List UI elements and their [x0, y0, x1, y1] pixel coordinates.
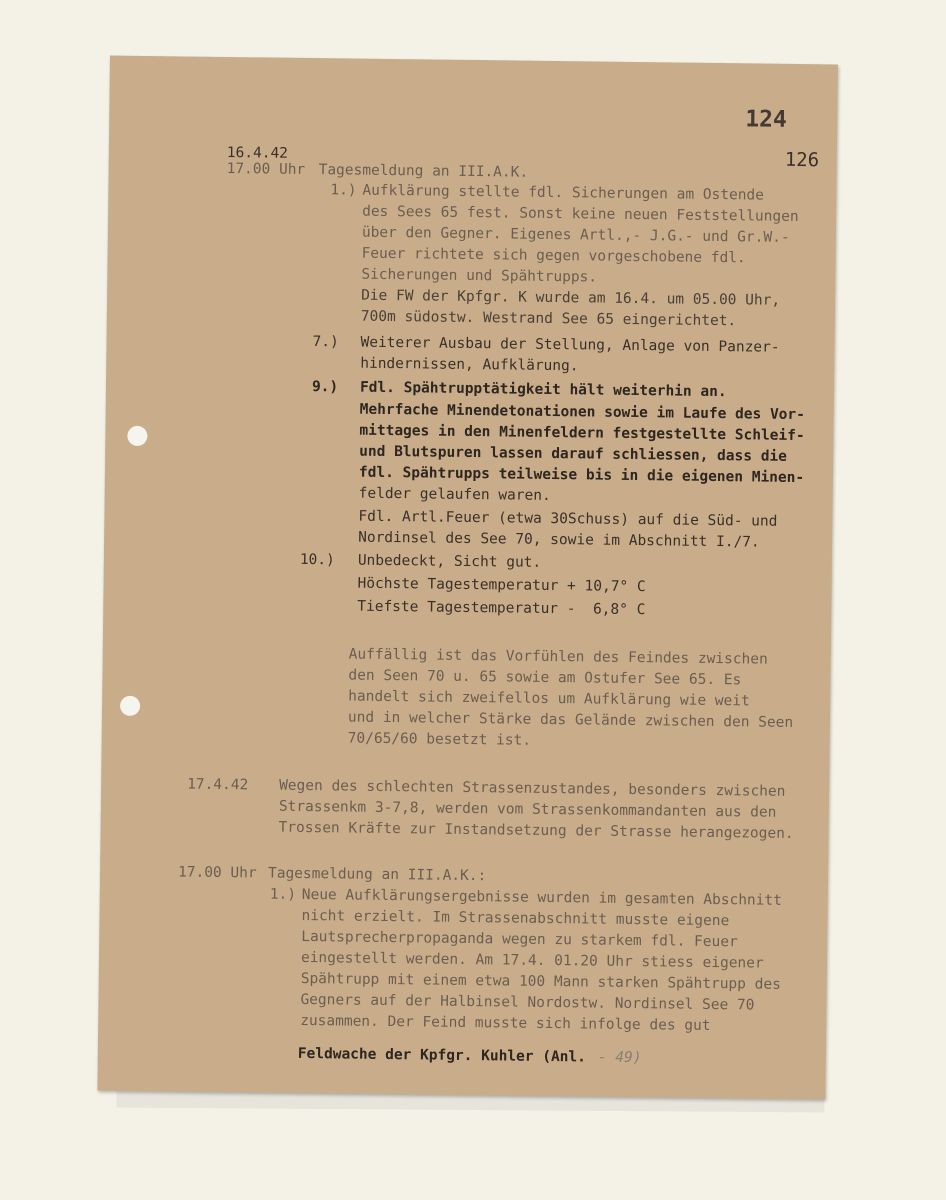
punch-hole-bottom [120, 696, 140, 716]
entry3-line: Lautsprecherpropaganda wegen zu starkem fdl. Feuer [301, 928, 738, 951]
entry3-line: eingestellt werden. Am 17.4. 01.20 Uhr stiess eigener [300, 949, 764, 972]
entry1-point10-number: 10.) [299, 551, 335, 569]
document-page [97, 56, 838, 1100]
footer-handwritten-annotation: - 49) [597, 1049, 642, 1067]
entry1-point10-line: Unbedeckt, Sicht gut. [357, 552, 542, 571]
entry1-point9-line: mittages in den Minenfeldern festgestellte Schleif- [359, 422, 805, 445]
entry1-point9-line: felder gelaufen waren. [358, 485, 551, 504]
entry3-line: zusammen. Der Feind musste sich infolge des gut [300, 1012, 711, 1034]
entry1-point9-line: Mehrfache Minendetonationen sowie im Laufe des Vor- [359, 401, 806, 424]
entry3-point1-number: 1.) [269, 886, 297, 903]
entry1-time: 17.00 Uhr [226, 160, 306, 178]
entry1-point9-number: 9.) [311, 379, 339, 396]
entry1-note-line: 70/65/60 besetzt ist. [347, 730, 532, 749]
entry1-point7-line: hindernissen, Aufklärung. [360, 355, 579, 375]
footer-typed-line: Feldwache der Kpfgr. Kuhler (Anl. [297, 1045, 587, 1066]
entry3-line: Spähtrupp mit einem etwa 100 Mann starken Spähtrupp des [300, 970, 781, 993]
entry1-point1-number: 1.) [330, 182, 357, 199]
entry1-point7-number: 7.) [312, 334, 339, 351]
entry1-note-line: handelt sich zweifellos um Aufklärung wie weit [348, 688, 750, 710]
entry1-point9-line: Nordinsel des See 70, sowie im Abschnitt I./7. [358, 529, 760, 551]
entry1-point1-line: 700m südostw. Westrand See 65 eingerichtet. [360, 308, 737, 330]
entry1-point1-line: des Sees 65 fest. Sonst keine neuen Feststellungen [362, 203, 799, 225]
entry1-point1-line: Sicherungen und Spähtrupps. [361, 266, 598, 286]
entry3-time: 17.00 Uhr [177, 864, 257, 882]
entry1-date: 16.4.42 [226, 144, 289, 162]
entry1-note-line: den Seen 70 u. 65 sowie am Ostufer See 65. Es [348, 667, 742, 689]
entry2-line: Strassenkm 3-7,8, werden vom Strassenkommandanten aus den [278, 798, 777, 821]
entry1-point1-line: Die FW der Kpfgr. K wurde am 16.4. um 05.00 Uhr, [361, 287, 781, 309]
entry1-point10-line: Höchste Tagestemperatur + 10,7° C [357, 575, 646, 596]
entry2-date: 17.4.42 [187, 776, 249, 794]
entry1-note-line: und in welcher Stärke das Gelände zwischen den Seen [347, 709, 794, 731]
typed-page-number: 126 [784, 148, 820, 172]
entry3-line: nicht erzielt. Im Strassenabschnitt musste eigene [301, 907, 730, 930]
entry3-title: Tagesmeldung an III.A.K.: [267, 865, 487, 885]
entry3-line: Gegners auf der Halbinsel Nordostw. Nordinsel See 70 [300, 991, 755, 1014]
entry3-line: Neue Aufklärungsergebnisse wurden im gesamten Abschnitt [301, 886, 782, 909]
entry1-point9-line: Fdl. Artl.Feuer (etwa 30Schuss) auf die Süd- und [358, 508, 778, 530]
entry1-point1-line: Aufklärung stellte fdl. Sicherungen am Ostende [362, 182, 765, 204]
entry2-line: Wegen des schlechten Strassenzustandes, besonders zwischen [279, 777, 786, 800]
entry2-line: Trossen Kräfte zur Instandsetzung der Strasse herangezogen. [278, 819, 794, 842]
entry1-point9-line: Fdl. Spähtrupptätigkeit hält weiterhin an. [359, 379, 727, 401]
entry1-note-line: Auffällig ist das Vorfühlen des Feindes zwischen [348, 646, 768, 668]
entry1-point9-line: und Blutspuren lassen darauf schliessen, dass die [359, 443, 788, 465]
stamped-page-number: 124 [745, 106, 787, 133]
entry1-point9-line: fdl. Spähtrupps teilweise bis in die eigenen Minen- [358, 464, 805, 487]
entry1-title: Tagesmeldung an III.A.K. [318, 162, 529, 181]
entry1-point1-line: Feuer richtete sich gegen vorgeschobene fdl. [361, 245, 746, 267]
entry1-point7-line: Weiterer Ausbau der Stellung, Anlage von Panzer- [360, 334, 780, 356]
entry1-point1-line: über den Gegner. Eigenes Artl.,- J.G.- und Gr.W.- [361, 224, 790, 246]
entry1-point10-line: Tiefste Tagestemperatur - 6,8° C [357, 598, 646, 619]
punch-hole-top [127, 426, 147, 446]
